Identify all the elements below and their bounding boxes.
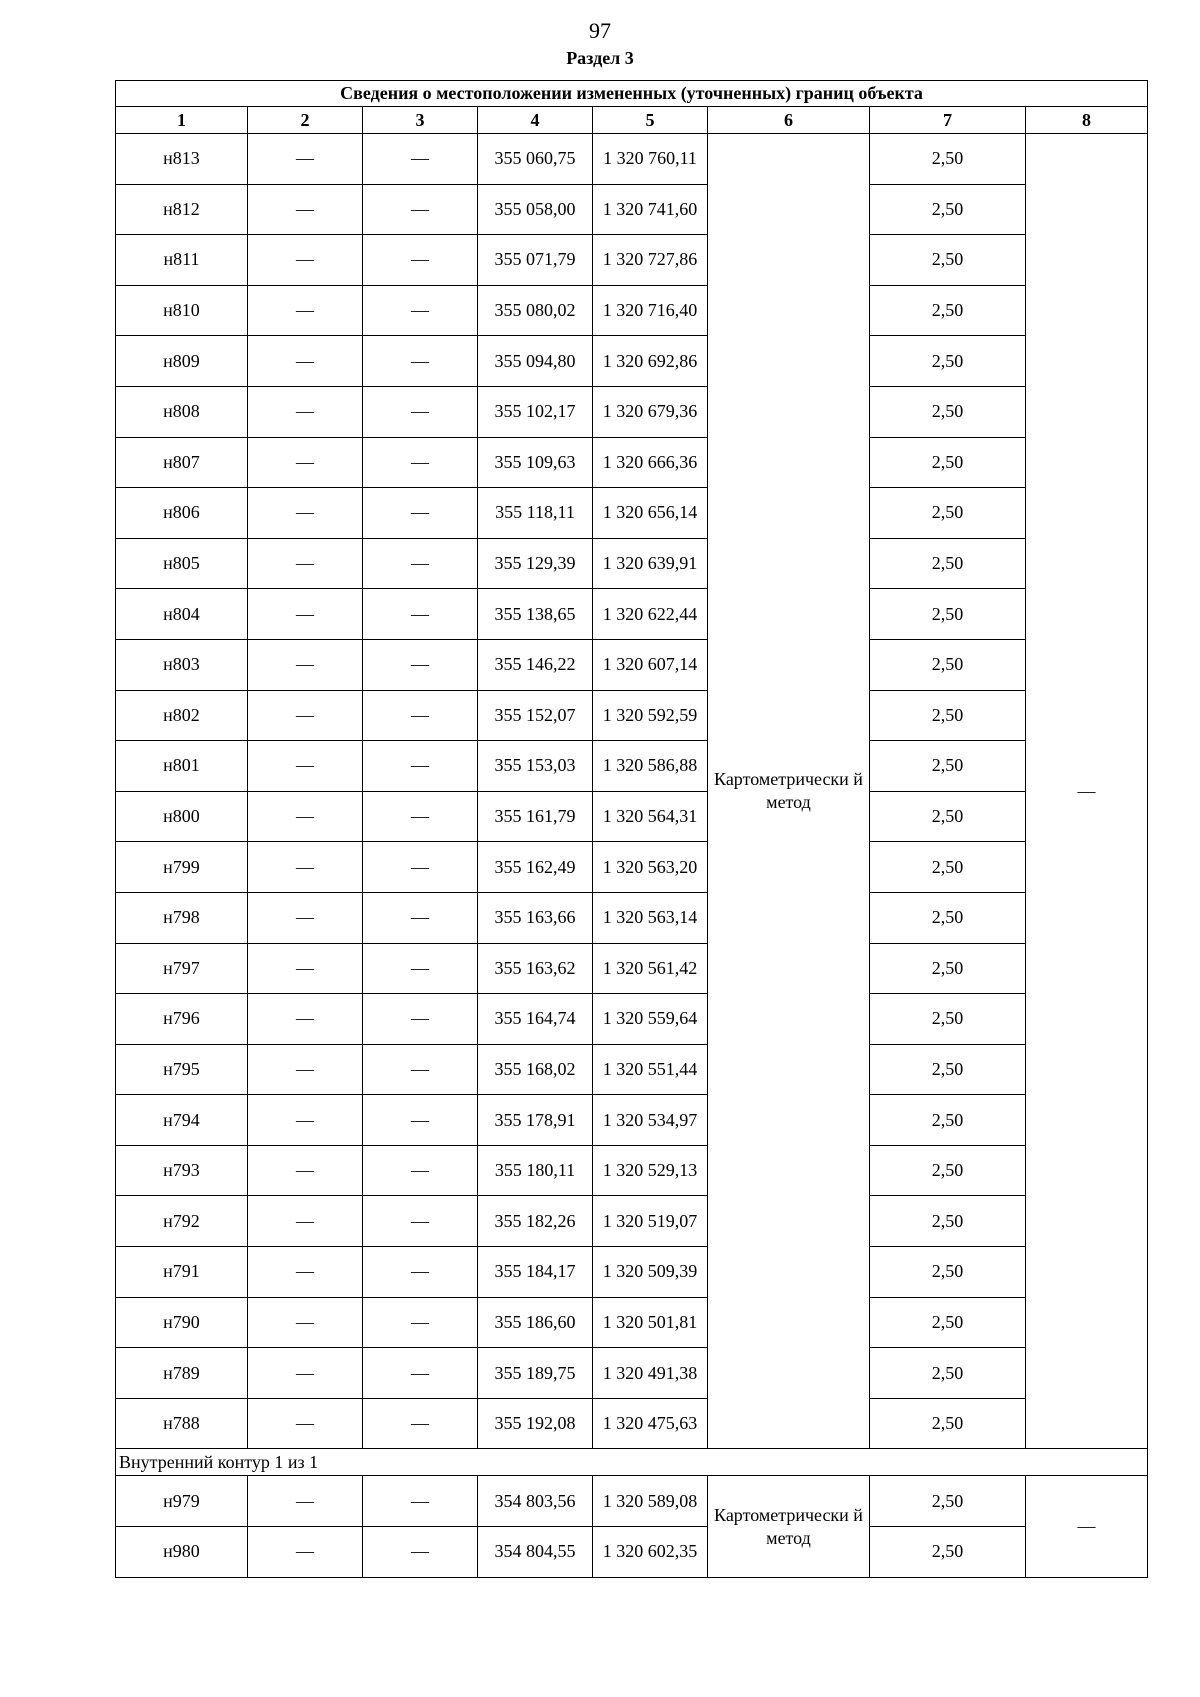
accuracy-value: 2,50	[870, 285, 1026, 336]
x-coordinate: 355 080,02	[478, 285, 593, 336]
x-coordinate: 355 129,39	[478, 538, 593, 589]
point-name: н807	[116, 437, 248, 488]
col3-dash: —	[363, 690, 478, 741]
point-name: н811	[116, 235, 248, 286]
point-name: н802	[116, 690, 248, 741]
point-name: н796	[116, 994, 248, 1045]
outer-contour-rows	[116, 134, 1148, 1449]
table-row	[116, 1398, 1148, 1449]
table-row	[116, 1095, 1148, 1146]
x-coordinate: 355 152,07	[478, 690, 593, 741]
y-coordinate: 1 320 716,40	[593, 285, 708, 336]
y-coordinate: 1 320 501,81	[593, 1297, 708, 1348]
col2-dash: —	[248, 1527, 363, 1578]
column-number: 3	[363, 107, 478, 134]
accuracy-value: 2,50	[870, 943, 1026, 994]
accuracy-value: 2,50	[870, 235, 1026, 286]
y-coordinate: 1 320 656,14	[593, 488, 708, 539]
x-coordinate: 355 146,22	[478, 639, 593, 690]
col2-dash: —	[248, 488, 363, 539]
point-name: н794	[116, 1095, 248, 1146]
x-coordinate: 355 138,65	[478, 589, 593, 640]
y-coordinate: 1 320 592,59	[593, 690, 708, 741]
accuracy-value: 2,50	[870, 184, 1026, 235]
accuracy-value: 2,50	[870, 639, 1026, 690]
table-row	[116, 1196, 1148, 1247]
col2-dash: —	[248, 1044, 363, 1095]
point-name: н980	[116, 1527, 248, 1578]
x-coordinate: 355 094,80	[478, 336, 593, 387]
point-name: н793	[116, 1145, 248, 1196]
y-coordinate: 1 320 586,88	[593, 741, 708, 792]
col3-dash: —	[363, 842, 478, 893]
y-coordinate: 1 320 622,44	[593, 589, 708, 640]
table-row	[116, 184, 1148, 235]
table-row	[116, 285, 1148, 336]
point-name: н797	[116, 943, 248, 994]
col2-dash: —	[248, 943, 363, 994]
col2-dash: —	[248, 1297, 363, 1348]
col3-dash: —	[363, 639, 478, 690]
accuracy-value: 2,50	[870, 741, 1026, 792]
col3-dash: —	[363, 741, 478, 792]
table-row	[116, 488, 1148, 539]
inner-contour-header	[116, 1449, 1148, 1476]
table-row	[116, 892, 1148, 943]
point-name: н800	[116, 791, 248, 842]
col3-dash: —	[363, 488, 478, 539]
table-row	[116, 235, 1148, 286]
table-row	[116, 437, 1148, 488]
x-coordinate: 355 161,79	[478, 791, 593, 842]
table-title: Сведения о местоположении измененных (уточненных) границ объекта	[116, 81, 1148, 107]
point-name: н798	[116, 892, 248, 943]
y-coordinate: 1 320 607,14	[593, 639, 708, 690]
x-coordinate: 355 163,62	[478, 943, 593, 994]
x-coordinate: 354 803,56	[478, 1476, 593, 1527]
col3-dash: —	[363, 791, 478, 842]
section-title: Раздел 3	[566, 48, 634, 68]
col3-dash: —	[363, 994, 478, 1045]
y-coordinate: 1 320 519,07	[593, 1196, 708, 1247]
col8-dash: —	[1026, 1476, 1148, 1577]
y-coordinate: 1 320 491,38	[593, 1348, 708, 1399]
x-coordinate: 355 109,63	[478, 437, 593, 488]
col2-dash: —	[248, 1348, 363, 1399]
x-coordinate: 355 180,11	[478, 1145, 593, 1196]
point-name: н806	[116, 488, 248, 539]
table-row	[116, 1247, 1148, 1298]
column-number: 8	[1026, 107, 1148, 134]
x-coordinate: 355 071,79	[478, 235, 593, 286]
col3-dash: —	[363, 437, 478, 488]
accuracy-value: 2,50	[870, 842, 1026, 893]
point-name: н808	[116, 386, 248, 437]
point-name: н790	[116, 1297, 248, 1348]
col2-dash: —	[248, 285, 363, 336]
col3-dash: —	[363, 1476, 478, 1527]
table-row	[116, 538, 1148, 589]
table-title-row	[116, 81, 1148, 107]
col2-dash: —	[248, 1398, 363, 1449]
point-name: н799	[116, 842, 248, 893]
accuracy-value: 2,50	[870, 1095, 1026, 1146]
accuracy-value: 2,50	[870, 1527, 1026, 1578]
col3-dash: —	[363, 943, 478, 994]
y-coordinate: 1 320 551,44	[593, 1044, 708, 1095]
x-coordinate: 355 164,74	[478, 994, 593, 1045]
point-name: н792	[116, 1196, 248, 1247]
col3-dash: —	[363, 184, 478, 235]
col2-dash: —	[248, 690, 363, 741]
point-name: н804	[116, 589, 248, 640]
col3-dash: —	[363, 1527, 478, 1578]
col2-dash: —	[248, 134, 363, 185]
x-coordinate: 355 184,17	[478, 1247, 593, 1298]
table-row	[116, 336, 1148, 387]
point-name: н791	[116, 1247, 248, 1298]
col8-dash: —	[1026, 134, 1148, 1449]
boundary-coordinates-table	[115, 80, 1148, 1578]
x-coordinate: 355 182,26	[478, 1196, 593, 1247]
accuracy-value: 2,50	[870, 1247, 1026, 1298]
table-row	[116, 842, 1148, 893]
col2-dash: —	[248, 386, 363, 437]
accuracy-value: 2,50	[870, 1145, 1026, 1196]
col2-dash: —	[248, 184, 363, 235]
col2-dash: —	[248, 639, 363, 690]
col2-dash: —	[248, 994, 363, 1045]
table-row	[116, 943, 1148, 994]
col2-dash: —	[248, 892, 363, 943]
col3-dash: —	[363, 336, 478, 387]
column-number: 2	[248, 107, 363, 134]
x-coordinate: 354 804,55	[478, 1527, 593, 1578]
y-coordinate: 1 320 475,63	[593, 1398, 708, 1449]
col3-dash: —	[363, 1145, 478, 1196]
point-name: н795	[116, 1044, 248, 1095]
accuracy-value: 2,50	[870, 134, 1026, 185]
point-name: н810	[116, 285, 248, 336]
y-coordinate: 1 320 559,64	[593, 994, 708, 1045]
y-coordinate: 1 320 561,42	[593, 943, 708, 994]
point-name: н813	[116, 134, 248, 185]
column-number-row	[116, 107, 1148, 134]
accuracy-value: 2,50	[870, 589, 1026, 640]
col3-dash: —	[363, 235, 478, 286]
y-coordinate: 1 320 589,08	[593, 1476, 708, 1527]
point-name: н805	[116, 538, 248, 589]
accuracy-value: 2,50	[870, 538, 1026, 589]
table-row	[116, 1297, 1148, 1348]
y-coordinate: 1 320 727,86	[593, 235, 708, 286]
col2-dash: —	[248, 842, 363, 893]
y-coordinate: 1 320 563,20	[593, 842, 708, 893]
col2-dash: —	[248, 791, 363, 842]
point-name: н789	[116, 1348, 248, 1399]
inner-contour-row	[116, 1449, 1148, 1476]
col3-dash: —	[363, 1297, 478, 1348]
inner-contour-label: Внутренний контур 1 из 1	[116, 1449, 1148, 1476]
col3-dash: —	[363, 134, 478, 185]
col3-dash: —	[363, 892, 478, 943]
col3-dash: —	[363, 1348, 478, 1399]
x-coordinate: 355 168,02	[478, 1044, 593, 1095]
accuracy-value: 2,50	[870, 488, 1026, 539]
col2-dash: —	[248, 1095, 363, 1146]
column-number: 1	[116, 107, 248, 134]
col2-dash: —	[248, 538, 363, 589]
accuracy-value: 2,50	[870, 994, 1026, 1045]
col3-dash: —	[363, 1398, 478, 1449]
col3-dash: —	[363, 589, 478, 640]
table-row	[116, 589, 1148, 640]
table-row	[116, 1145, 1148, 1196]
y-coordinate: 1 320 534,97	[593, 1095, 708, 1146]
column-number: 5	[593, 107, 708, 134]
col3-dash: —	[363, 1044, 478, 1095]
column-number: 4	[478, 107, 593, 134]
x-coordinate: 355 162,49	[478, 842, 593, 893]
x-coordinate: 355 189,75	[478, 1348, 593, 1399]
col2-dash: —	[248, 1247, 363, 1298]
y-coordinate: 1 320 666,36	[593, 437, 708, 488]
col2-dash: —	[248, 336, 363, 387]
accuracy-value: 2,50	[870, 1476, 1026, 1527]
x-coordinate: 355 058,00	[478, 184, 593, 235]
table-row	[116, 791, 1148, 842]
point-name: н809	[116, 336, 248, 387]
accuracy-value: 2,50	[870, 1297, 1026, 1348]
accuracy-value: 2,50	[870, 690, 1026, 741]
x-coordinate: 355 186,60	[478, 1297, 593, 1348]
col3-dash: —	[363, 386, 478, 437]
table-row	[116, 690, 1148, 741]
x-coordinate: 355 118,11	[478, 488, 593, 539]
x-coordinate: 355 060,75	[478, 134, 593, 185]
point-name: н788	[116, 1398, 248, 1449]
col2-dash: —	[248, 235, 363, 286]
method-cell: Картометрически й метод	[708, 1476, 870, 1577]
x-coordinate: 355 153,03	[478, 741, 593, 792]
col2-dash: —	[248, 589, 363, 640]
col3-dash: —	[363, 1196, 478, 1247]
accuracy-value: 2,50	[870, 437, 1026, 488]
y-coordinate: 1 320 639,91	[593, 538, 708, 589]
table-row	[116, 386, 1148, 437]
y-coordinate: 1 320 602,35	[593, 1527, 708, 1578]
col2-dash: —	[248, 741, 363, 792]
x-coordinate: 355 178,91	[478, 1095, 593, 1146]
x-coordinate: 355 102,17	[478, 386, 593, 437]
column-number: 7	[870, 107, 1026, 134]
accuracy-value: 2,50	[870, 791, 1026, 842]
y-coordinate: 1 320 509,39	[593, 1247, 708, 1298]
table-row	[116, 1476, 1148, 1527]
point-name: н979	[116, 1476, 248, 1527]
col3-dash: —	[363, 538, 478, 589]
y-coordinate: 1 320 679,36	[593, 386, 708, 437]
point-name: н812	[116, 184, 248, 235]
table-row	[116, 1348, 1148, 1399]
y-coordinate: 1 320 760,11	[593, 134, 708, 185]
col3-dash: —	[363, 1247, 478, 1298]
y-coordinate: 1 320 564,31	[593, 791, 708, 842]
col2-dash: —	[248, 1145, 363, 1196]
table-row	[116, 1044, 1148, 1095]
col2-dash: —	[248, 1476, 363, 1527]
table-row	[116, 134, 1148, 185]
page-number: 97	[589, 18, 611, 43]
accuracy-value: 2,50	[870, 386, 1026, 437]
inner-contour-rows	[116, 1476, 1148, 1577]
table-row	[116, 994, 1148, 1045]
accuracy-value: 2,50	[870, 336, 1026, 387]
accuracy-value: 2,50	[870, 1196, 1026, 1247]
col2-dash: —	[248, 1196, 363, 1247]
y-coordinate: 1 320 563,14	[593, 892, 708, 943]
accuracy-value: 2,50	[870, 1348, 1026, 1399]
y-coordinate: 1 320 529,13	[593, 1145, 708, 1196]
x-coordinate: 355 163,66	[478, 892, 593, 943]
point-name: н803	[116, 639, 248, 690]
column-number: 6	[708, 107, 870, 134]
y-coordinate: 1 320 741,60	[593, 184, 708, 235]
method-cell: Картометрически й метод	[708, 134, 870, 1449]
table-row	[116, 741, 1148, 792]
col3-dash: —	[363, 285, 478, 336]
col2-dash: —	[248, 437, 363, 488]
y-coordinate: 1 320 692,86	[593, 336, 708, 387]
table-row	[116, 639, 1148, 690]
accuracy-value: 2,50	[870, 1398, 1026, 1449]
x-coordinate: 355 192,08	[478, 1398, 593, 1449]
accuracy-value: 2,50	[870, 892, 1026, 943]
accuracy-value: 2,50	[870, 1044, 1026, 1095]
point-name: н801	[116, 741, 248, 792]
table-row	[116, 1527, 1148, 1578]
col3-dash: —	[363, 1095, 478, 1146]
